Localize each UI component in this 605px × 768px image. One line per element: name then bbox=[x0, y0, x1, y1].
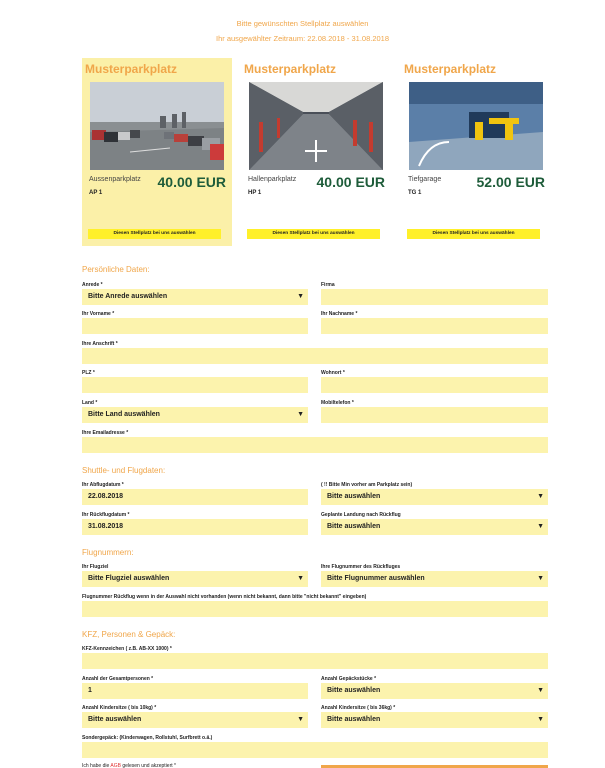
personal-data-heading: Persönliche Daten: bbox=[82, 265, 150, 274]
mobile-input[interactable] bbox=[321, 407, 548, 423]
persons-value: 1 bbox=[88, 687, 92, 694]
destination-value: Bitte Flugziel auswählen bbox=[88, 575, 170, 582]
landing-time-value: Bitte auswählen bbox=[327, 523, 381, 530]
special-luggage-input[interactable] bbox=[82, 742, 548, 758]
destination-select[interactable] bbox=[82, 571, 308, 587]
company-label: Firma bbox=[321, 282, 335, 288]
parking-price: 52.00 EUR bbox=[476, 174, 545, 190]
dropdown-arrow-icon: ▼ bbox=[537, 493, 544, 500]
arrival-minutes-value: Bitte auswählen bbox=[327, 493, 381, 500]
outdoor-parking-photo bbox=[90, 82, 224, 170]
terms-text bbox=[82, 763, 176, 768]
parking-code: AP 1 bbox=[89, 190, 103, 196]
luggage-value: Bitte auswählen bbox=[327, 687, 381, 694]
address-label: Ihre Anschrift * bbox=[82, 341, 118, 347]
persons-input[interactable] bbox=[82, 683, 308, 699]
salutation-label: Anrede * bbox=[82, 282, 103, 288]
landing-time-select[interactable] bbox=[321, 519, 548, 535]
manual-flight-number-label: Flugnummer Rückflug wenn in der Auswahl nicht vorhanden (wenn nicht bekannt, dann bitte "nicht bekannt" eingeben) bbox=[82, 594, 367, 600]
company-input[interactable] bbox=[321, 289, 548, 305]
dropdown-arrow-icon: ▼ bbox=[537, 523, 544, 530]
license-plate-input[interactable] bbox=[82, 653, 548, 669]
last-name-input[interactable] bbox=[321, 318, 548, 334]
first-name-input[interactable] bbox=[82, 318, 308, 334]
first-name-label: Ihr Vorname * bbox=[82, 311, 115, 317]
return-flight-number-select[interactable] bbox=[321, 571, 548, 587]
luggage-label: Anzahl Gepäckstücke * bbox=[321, 676, 377, 682]
return-date-input[interactable] bbox=[82, 519, 308, 535]
luggage-select[interactable] bbox=[321, 683, 548, 699]
zip-input[interactable] bbox=[82, 377, 308, 393]
email-label: Ihre Emailadresse * bbox=[82, 430, 129, 436]
destination-label: Ihr Flugziel bbox=[82, 564, 109, 570]
parking-type: Hallenparkplatz bbox=[248, 176, 297, 183]
vehicle-heading: KFZ, Personen & Gepäck: bbox=[82, 630, 176, 639]
manual-flight-number-input[interactable] bbox=[82, 601, 548, 617]
select-parking-button[interactable]: Diesen Stellplatz bei uns auswählen bbox=[88, 229, 221, 239]
instruction-text: Bitte gewünschten Stellplatz auswählen bbox=[236, 19, 369, 28]
return-date-label: Ihr Rückflugdatum * bbox=[82, 512, 130, 518]
parking-hall-photo bbox=[249, 82, 383, 170]
last-name-label: Ihr Nachname * bbox=[321, 311, 358, 317]
dropdown-arrow-icon: ▼ bbox=[537, 575, 544, 582]
parking-card-outdoor[interactable] bbox=[82, 58, 232, 246]
terms-link[interactable]: AGB bbox=[110, 763, 121, 768]
flight-numbers-heading: Flugnummern: bbox=[82, 548, 134, 557]
return-date-value: 31.08.2018 bbox=[88, 523, 124, 530]
dropdown-arrow-icon: ▼ bbox=[297, 411, 304, 418]
terms-text-pre: Ich habe die bbox=[82, 763, 110, 768]
terms-text-post: gelesen und akzeptiert * bbox=[122, 763, 176, 768]
parking-price: 40.00 EUR bbox=[316, 174, 385, 190]
shuttle-heading: Shuttle- und Flugdaten: bbox=[82, 466, 166, 475]
parking-type: Aussenparkplatz bbox=[89, 176, 141, 183]
child-seat-10kg-label: Anzahl Kindersitze ( bis 10kg) * bbox=[82, 705, 157, 711]
city-input[interactable] bbox=[321, 377, 548, 393]
return-flight-number-value: Bitte Flugnummer auswählen bbox=[327, 575, 425, 582]
child-seat-36kg-value: Bitte auswählen bbox=[327, 716, 381, 723]
country-label: Land * bbox=[82, 400, 98, 406]
select-parking-button[interactable]: Diesen Stellplatz bei uns auswählen bbox=[407, 229, 540, 239]
parking-price: 40.00 EUR bbox=[157, 174, 226, 190]
dropdown-arrow-icon: ▼ bbox=[297, 575, 304, 582]
special-luggage-label: Sondergepäck: (Kinderwagen, Rollstuhl, Surfbrett o.ä.) bbox=[82, 735, 213, 741]
child-seat-36kg-select[interactable] bbox=[321, 712, 548, 728]
child-seat-10kg-select[interactable] bbox=[82, 712, 308, 728]
parking-card-garage[interactable] bbox=[401, 58, 551, 246]
select-parking-button[interactable]: Diesen Stellplatz bei uns auswählen bbox=[247, 229, 380, 239]
country-select[interactable] bbox=[82, 407, 308, 423]
parking-type: Tiefgarage bbox=[408, 176, 442, 183]
parking-code: TG 1 bbox=[408, 190, 422, 196]
zip-label: PLZ * bbox=[82, 370, 95, 376]
departure-date-label: Ihr Abflugdatum * bbox=[82, 482, 124, 488]
arrival-minutes-select[interactable] bbox=[321, 489, 548, 505]
underground-garage-photo bbox=[409, 82, 543, 170]
departure-date-input[interactable] bbox=[82, 489, 308, 505]
return-flight-number-label: Ihre Flugnummer des Rückfluges bbox=[321, 564, 401, 570]
city-label: Wohnort * bbox=[321, 370, 345, 376]
card-title: Musterparkplatz bbox=[244, 62, 337, 76]
salutation-value: Bitte Anrede auswählen bbox=[88, 293, 168, 300]
selected-period-text: Ihr ausgewählter Zeitraum: 22.08.2018 - 31.08.2018 bbox=[215, 34, 390, 43]
country-value: Bitte Land auswählen bbox=[88, 411, 160, 418]
landing-time-label: Geplante Landung nach Rückflug bbox=[321, 512, 401, 518]
dropdown-arrow-icon: ▼ bbox=[537, 716, 544, 723]
child-seat-10kg-value: Bitte auswählen bbox=[88, 716, 142, 723]
card-title: Musterparkplatz bbox=[85, 62, 178, 76]
parking-card-hall[interactable] bbox=[241, 58, 391, 246]
mobile-label: Mobiltelefon * bbox=[321, 400, 354, 406]
arrival-minutes-label: ( !! Bitte Min vorher am Parkplatz sein) bbox=[321, 482, 413, 488]
parking-code: HP 1 bbox=[248, 190, 262, 196]
salutation-select[interactable] bbox=[82, 289, 308, 305]
license-plate-label: KFZ-Kennzeichen ( z.B. AB-XX 1000) * bbox=[82, 646, 172, 652]
email-input[interactable] bbox=[82, 437, 548, 453]
dropdown-arrow-icon: ▼ bbox=[297, 716, 304, 723]
dropdown-arrow-icon: ▼ bbox=[537, 687, 544, 694]
card-title: Musterparkplatz bbox=[404, 62, 497, 76]
persons-label: Anzahl der Gesamtpersonen * bbox=[82, 676, 154, 682]
departure-date-value: 22.08.2018 bbox=[88, 493, 124, 500]
child-seat-36kg-label: Anzahl Kindersitze ( bis 36kg) * bbox=[321, 705, 396, 711]
dropdown-arrow-icon: ▼ bbox=[297, 293, 304, 300]
address-input[interactable] bbox=[82, 348, 548, 364]
